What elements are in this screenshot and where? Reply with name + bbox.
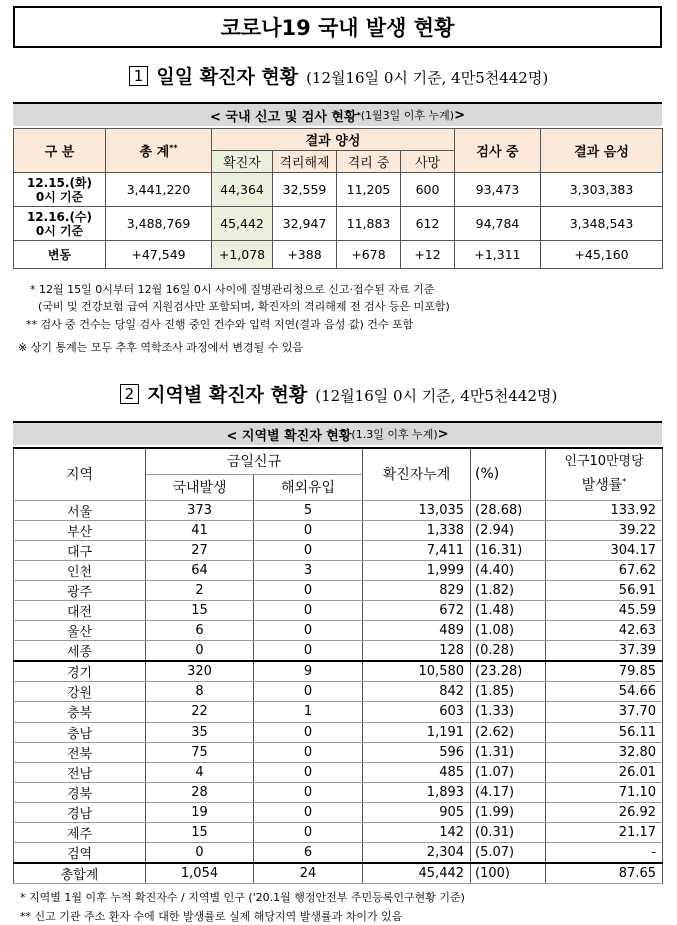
row-label: 12.16.(수) 0시 기준 [14,207,106,241]
cell-confirmed: 44,364 [212,173,273,207]
cell-rate: 54.66 [546,682,663,702]
table-row [14,682,663,702]
cell-pct: (16.31) [471,540,546,560]
cell-region: 충북 [14,702,146,722]
cell-rate: 56.91 [546,580,663,600]
cell-region: 세종 [14,641,146,662]
cell-domestic: 8 [146,682,254,702]
cell-cumulative: 489 [363,621,471,641]
cell-overseas: 0 [254,722,363,742]
cell-cumulative: 13,035 [363,500,471,520]
cell-overseas: 0 [254,802,363,822]
table-row [14,702,663,722]
section2-paren: (12월16일 0시 기준, 4만5천442명) [315,387,558,405]
cell-overseas: 3 [254,560,363,580]
cell-domestic: 41 [146,520,254,540]
region-rows [14,500,663,884]
table-row [14,661,663,682]
table-row [14,762,663,782]
cell-cumulative: 1,893 [363,782,471,802]
cell-cumulative: 2,304 [363,843,471,864]
cell-domestic: 2 [146,580,254,600]
section1-note-1: * 12월 15일 0시부터 12월 16일 0시 사이에 질병관리청으로 신고·접수된 자료 기준 [30,283,435,296]
cell-pct: (4.17) [471,782,546,802]
cell-pct: (4.40) [471,560,546,580]
cell-rate: 39.22 [546,520,663,540]
cell-rate: 26.01 [546,762,663,782]
cell-region: 경기 [14,661,146,682]
cell-region: 경남 [14,802,146,822]
cell-domestic: 15 [146,823,254,843]
header-positive: 결과 양성 [212,129,455,151]
header-today: 금일신규 [146,448,363,474]
table-row [14,560,663,580]
cell-domestic: 27 [146,540,254,560]
cell-region: 부산 [14,520,146,540]
table-row [14,863,663,884]
cell-overseas: 0 [254,782,363,802]
cell-domestic: 28 [146,782,254,802]
cell-cumulative: 603 [363,702,471,722]
cell-rate: 45.59 [546,600,663,620]
cell-rate: 71.10 [546,782,663,802]
cell-pct: (1.33) [471,702,546,722]
section2-number: 2 [120,384,140,404]
cell-overseas: 0 [254,621,363,641]
cell-negative: 3,303,383 [541,173,663,207]
cell-overseas: 1 [254,702,363,722]
cell-overseas: 0 [254,823,363,843]
cell-overseas: 5 [254,500,363,520]
cell-rate: 133.92 [546,500,663,520]
cell-pct: (2.62) [471,722,546,742]
cell-rate: 21.17 [546,823,663,843]
cell-overseas: 0 [254,742,363,762]
cell-domestic: 22 [146,702,254,722]
cell-negative: 3,348,543 [541,207,663,241]
cell-deaths: 600 [401,173,455,207]
regional-status-table [13,447,663,884]
cell-domestic: 373 [146,500,254,520]
table-row [14,742,663,762]
cell-overseas: 0 [254,682,363,702]
cell-total: 3,488,769 [106,207,212,241]
table-row [14,641,663,662]
section2-band: < 지역별 확진자 현황 (1.3일 이후 누계) > [13,421,662,445]
header-gubun: 구 분 [14,129,106,173]
table-row [14,621,663,641]
section1-heading-row [0,62,677,89]
cell-overseas: 0 [254,520,363,540]
header-total: 총 계** [106,129,212,173]
section1-heading: 일일 확진자 현황 [156,66,299,88]
cell-rate: 42.63 [546,621,663,641]
cell-confirmed: 45,442 [212,207,273,241]
cell-cumulative: 596 [363,742,471,762]
cell-cumulative: 1,999 [363,560,471,580]
table-row [14,600,663,620]
table-row [14,843,663,864]
cell-region: 제주 [14,823,146,843]
cell-isolating: 11,883 [337,207,401,241]
cell-domestic: 6 [146,621,254,641]
cell-rate: 26.92 [546,802,663,822]
change-label: 변동 [14,241,106,269]
cell-overseas: 6 [254,843,363,864]
cell-testing: 93,473 [455,173,541,207]
cell-total: 3,441,220 [106,173,212,207]
cell-cumulative: 45,442 [363,863,471,884]
cell-rate: 32.80 [546,742,663,762]
header-deaths: 사망 [401,151,455,173]
cell-region: 울산 [14,621,146,641]
table-row [14,823,663,843]
cell-overseas: 0 [254,600,363,620]
header-rate: 인구10만명당 발생률* [546,448,663,500]
cell-pct: (100) [471,863,546,884]
header-overseas: 해외유입 [254,474,363,500]
header-region: 지역 [14,448,146,500]
cell-region: 서울 [14,500,146,520]
cell-pct: (1.48) [471,600,546,620]
table-row [14,520,663,540]
cell-region: 광주 [14,580,146,600]
cell-pct: (0.31) [471,823,546,843]
cell-region: 경북 [14,782,146,802]
cell-rate: - [546,843,663,864]
header-released: 격리해제 [273,151,337,173]
cell-cumulative: 905 [363,802,471,822]
cell-rate: 87.65 [546,863,663,884]
cell-pct: (28.68) [471,500,546,520]
cell-pct: (1.99) [471,802,546,822]
cell-isolating: 11,205 [337,173,401,207]
cell-overseas: 0 [254,762,363,782]
cell-overseas: 0 [254,540,363,560]
section2-note-1: * 지역별 1월 이후 누적 확진자수 / 지역별 인구 ('20.1월 행정안전부 주민등록인구현황 기준) [20,891,465,904]
cell-domestic: 75 [146,742,254,762]
cell-rate: 56.11 [546,722,663,742]
daily-status-table [13,128,663,269]
table-row [14,802,663,822]
cell-rate: 79.85 [546,661,663,682]
cell-pct: (1.07) [471,762,546,782]
cell-region: 전남 [14,762,146,782]
page-title: 코로나19 국내 발생 현황 [13,6,662,48]
cell-domestic: 320 [146,661,254,682]
cell-pct: (1.31) [471,742,546,762]
cell-region: 인천 [14,560,146,580]
cell-pct: (1.82) [471,580,546,600]
change-row: 변동 +47,549 +1,078 +388 +678 +12 +1,311 +45,160 [14,241,663,269]
section2-heading: 지역별 확진자 현황 [147,384,308,406]
header-testing: 검사 중 [455,129,541,173]
cell-domestic: 19 [146,802,254,822]
cell-overseas: 24 [254,863,363,884]
cell-overseas: 0 [254,580,363,600]
table-row [14,782,663,802]
cell-pct: (1.85) [471,682,546,702]
table-row [14,173,663,207]
cell-region: 전북 [14,742,146,762]
cell-domestic: 4 [146,762,254,782]
cell-region: 검역 [14,843,146,864]
section1-note-3: ** 검사 중 건수는 당일 검사 진행 중인 건수와 입력 지연(결과 음성 값) 건수 포함 [26,318,414,331]
header-domestic: 국내발생 [146,474,254,500]
cell-cumulative: 1,191 [363,722,471,742]
table-row [14,500,663,520]
cell-cumulative: 485 [363,762,471,782]
cell-cumulative: 829 [363,580,471,600]
cell-cumulative: 1,338 [363,520,471,540]
section1-number: 1 [129,66,149,86]
table-row [14,722,663,742]
cell-deaths: 612 [401,207,455,241]
cell-cumulative: 142 [363,823,471,843]
cell-cumulative: 128 [363,641,471,662]
cell-domestic: 64 [146,560,254,580]
cell-testing: 94,784 [455,207,541,241]
header-pct: (%) [471,448,546,500]
header-confirmed: 확진자 [212,151,273,173]
cell-pct: (5.07) [471,843,546,864]
cell-pct: (0.28) [471,641,546,662]
cell-rate: 37.39 [546,641,663,662]
section1-note-4: ※ 상기 통계는 모두 추후 역학조사 과정에서 변경될 수 있음 [18,341,304,354]
cell-rate: 304.17 [546,540,663,560]
cell-rate: 37.70 [546,702,663,722]
cell-cumulative: 842 [363,682,471,702]
cell-overseas: 9 [254,661,363,682]
cell-released: 32,559 [273,173,337,207]
cell-released: 32,947 [273,207,337,241]
cell-cumulative: 10,580 [363,661,471,682]
cell-domestic: 0 [146,641,254,662]
cell-region: 강원 [14,682,146,702]
section2-note-2: ** 신고 기관 주소 환자 수에 대한 발생률로 실제 해당지역 발생률과 차이가 있음 [20,910,403,923]
cell-region: 충남 [14,722,146,742]
cell-region: 대전 [14,600,146,620]
table-row [14,580,663,600]
cell-pct: (1.08) [471,621,546,641]
table-row [14,540,663,560]
cell-cumulative: 672 [363,600,471,620]
cell-cumulative: 7,411 [363,540,471,560]
header-isolating: 격리 중 [337,151,401,173]
cell-domestic: 1,054 [146,863,254,884]
section1-band: < 국내 신고 및 검사 현황 * (1월3일 이후 누계) > [13,102,662,126]
header-cumulative: 확진자누계 [363,448,471,500]
cell-pct: (2.94) [471,520,546,540]
cell-region: 총합계 [14,863,146,884]
cell-region: 대구 [14,540,146,560]
cell-rate: 67.62 [546,560,663,580]
section1-paren: (12월16일 0시 기준, 4만5천442명) [306,69,549,87]
cell-domestic: 35 [146,722,254,742]
cell-overseas: 0 [254,641,363,662]
section1-note-2: (국비 및 건강보험 급여 지원검사만 포함되며, 확진자의 격리해제 전 검사 등은 미포함) [38,300,450,313]
table-row [14,207,663,241]
cell-domestic: 15 [146,600,254,620]
row-label: 12.15.(화) 0시 기준 [14,173,106,207]
cell-domestic: 0 [146,843,254,864]
header-negative: 결과 음성 [541,129,663,173]
section2-heading-row [0,380,677,407]
cell-pct: (23.28) [471,661,546,682]
